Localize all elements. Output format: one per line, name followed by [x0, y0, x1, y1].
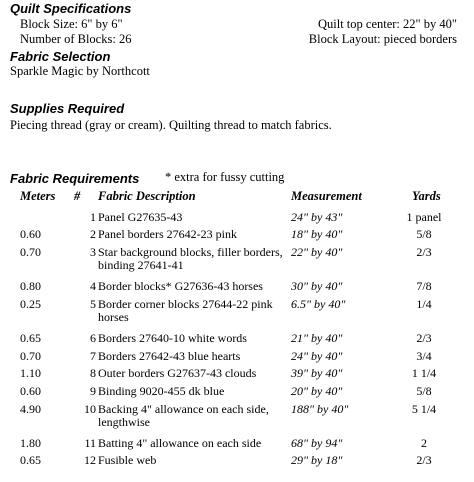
yards-cell: 1 1/4 — [411, 366, 437, 380]
number-cell: 7 — [90, 349, 96, 363]
yards-cell: 2/3 — [416, 245, 432, 259]
meters-cell: 0.60 — [20, 227, 41, 241]
yards-cell: 2/3 — [416, 453, 432, 467]
description-cell: Outer borders G27637-43 clouds — [98, 366, 257, 380]
table-row — [0, 246, 474, 274]
meters-cell: 0.60 — [20, 384, 41, 398]
description-cell: Backing 4" allowance on each side, lengthwise — [98, 402, 269, 429]
fabric-selection-text: Sparkle Magic by Northcott — [10, 64, 150, 78]
description-cell: Panel G27635-43 — [98, 210, 183, 224]
yards-cell: 2 — [421, 436, 427, 450]
block-layout-text: Block Layout: pieced borders — [308, 32, 457, 46]
quilt-specifications-heading: Quilt Specifications — [10, 1, 132, 16]
measurement-cell: 18" by 40" — [291, 227, 343, 241]
meters-cell: 0.65 — [20, 331, 41, 345]
meters-cell: 0.70 — [20, 349, 41, 363]
measurement-cell: 24" by 40" — [291, 349, 343, 363]
yards-cell: 3/4 — [416, 349, 432, 363]
table-row — [0, 298, 474, 326]
number-of-blocks-text: Number of Blocks: 26 — [20, 32, 132, 46]
description-cell: Panel borders 27642-23 pink — [98, 227, 237, 241]
yards-cell: 5/8 — [416, 227, 432, 241]
number-cell: 2 — [90, 227, 96, 241]
yards-cell: 2/3 — [416, 331, 432, 345]
column-header-number: # — [74, 189, 81, 203]
description-cell: Fusible web — [98, 453, 157, 467]
measurement-cell: 6.5" by 40" — [291, 297, 346, 311]
table-row — [0, 403, 474, 431]
description-cell: Batting 4" allowance on each side — [98, 436, 262, 450]
column-header-description: Fabric Description — [98, 189, 196, 203]
meters-cell: 0.70 — [20, 245, 41, 259]
block-size-text: Block Size: 6" by 6" — [20, 17, 123, 31]
measurement-cell: 21" by 40" — [291, 331, 343, 345]
meters-cell: 1.80 — [20, 436, 41, 450]
number-cell: 11 — [84, 436, 96, 450]
fabric-requirements-heading: Fabric Requirements — [10, 171, 140, 186]
measurement-cell: 68" by 94" — [291, 436, 343, 450]
number-cell: 5 — [90, 297, 96, 311]
description-cell: Border corner blocks 27644-22 pink horses — [98, 297, 273, 324]
description-cell: Border blocks* G27636-43 horses — [98, 279, 263, 293]
yards-cell: 5 1/4 — [411, 402, 437, 416]
number-cell: 8 — [90, 366, 96, 380]
number-cell: 9 — [90, 384, 96, 398]
meters-cell: 0.25 — [20, 297, 41, 311]
measurement-cell: 188" by 40" — [291, 402, 349, 416]
number-cell: 3 — [90, 245, 96, 259]
description-cell: Binding 9020-455 dk blue — [98, 384, 225, 398]
column-header-yards: Yards — [412, 189, 441, 203]
description-cell: Borders 27640-10 white words — [98, 331, 247, 345]
yards-cell: 5/8 — [416, 384, 432, 398]
supplies-required-heading: Supplies Required — [10, 101, 125, 116]
measurement-cell: 24" by 43" — [291, 210, 343, 224]
measurement-cell: 30" by 40" — [291, 279, 343, 293]
meters-cell: 4.90 — [20, 402, 41, 416]
description-cell: Star background blocks, filler borders, binding 27641-41 — [98, 245, 283, 272]
column-header-meters: Meters — [20, 189, 56, 203]
quilt-top-center-text: Quilt top center: 22" by 40" — [317, 17, 457, 31]
yards-cell: 1/4 — [416, 297, 432, 311]
number-cell: 12 — [84, 453, 96, 467]
number-cell: 1 — [90, 210, 96, 224]
number-cell: 4 — [90, 279, 96, 293]
supplies-required-text: Piecing thread (gray or cream). Quilting thread to match fabrics. — [10, 118, 332, 132]
measurement-cell: 22" by 40" — [291, 245, 343, 259]
measurement-cell: 20" by 40" — [291, 384, 343, 398]
column-header-measurement: Measurement — [291, 189, 362, 203]
meters-cell: 1.10 — [20, 366, 41, 380]
measurement-cell: 39" by 40" — [291, 366, 343, 380]
fussy-cutting-note: * extra for fussy cutting — [165, 170, 285, 184]
meters-cell: 0.65 — [20, 453, 41, 467]
fabric-selection-heading: Fabric Selection — [10, 49, 111, 64]
number-cell: 10 — [84, 402, 96, 416]
meters-cell: 0.80 — [20, 279, 41, 293]
description-cell: Borders 27642-43 blue hearts — [98, 349, 241, 363]
number-cell: 6 — [90, 331, 96, 345]
table-row — [0, 454, 474, 482]
measurement-cell: 29" by 18" — [291, 453, 343, 467]
yards-cell: 1 panel — [406, 210, 442, 224]
yards-cell: 7/8 — [416, 279, 432, 293]
